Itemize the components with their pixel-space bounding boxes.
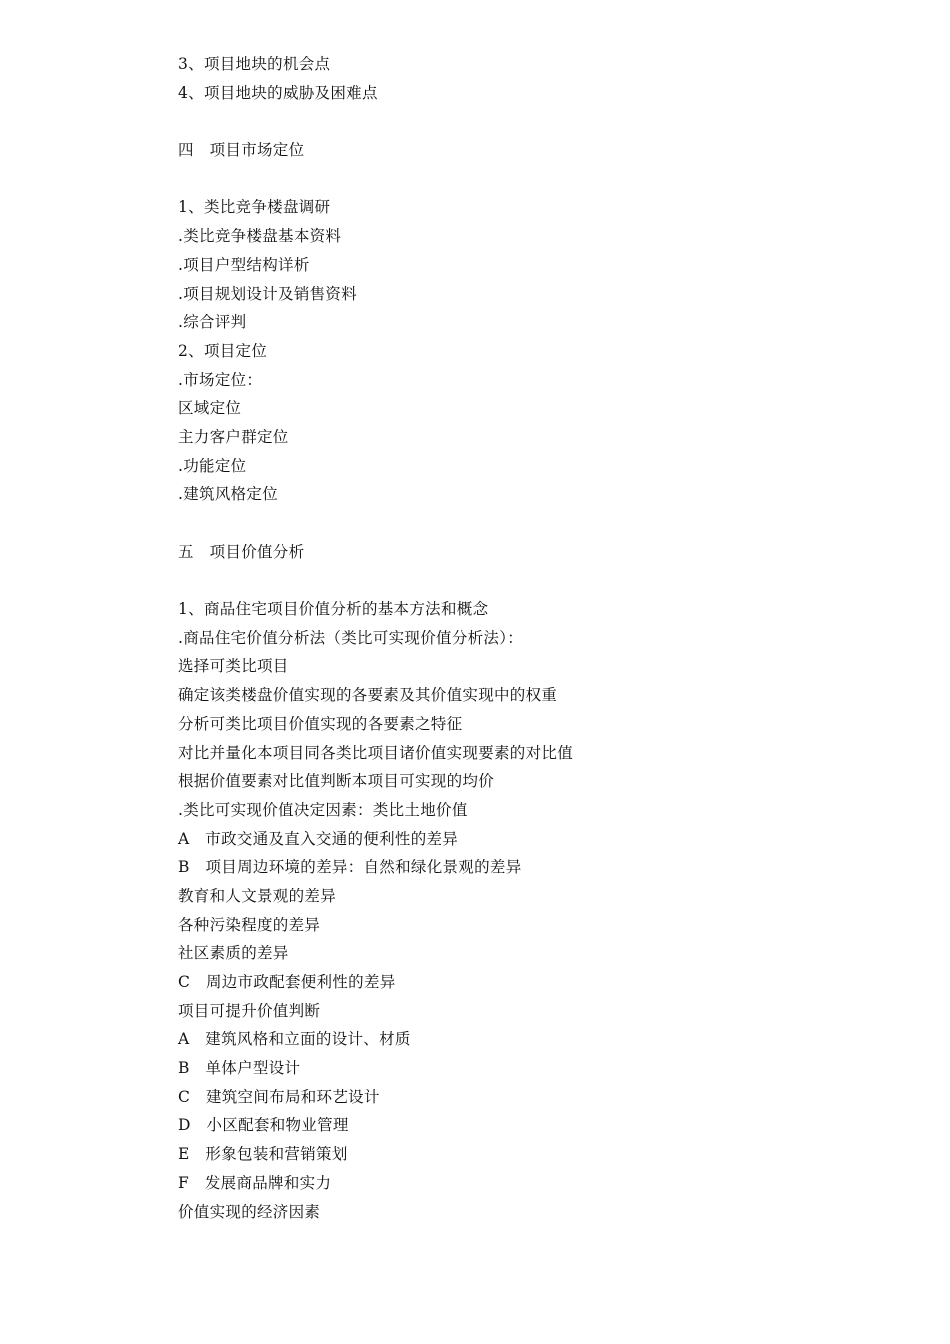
text-line: 3、项目地块的机会点 <box>178 55 331 73</box>
blank-line <box>178 566 898 595</box>
text-line: .市场定位： <box>178 370 263 389</box>
text-line: A 市政交通及直入交通的便利性的差异 <box>178 829 459 848</box>
text-line: .综合评判 <box>178 313 247 332</box>
text-line: 各种污染程度的差异 <box>178 915 321 934</box>
text-line: 对比并量化本项目同各类比项目诸价值实现要素的对比值 <box>178 743 574 762</box>
text-line: 分析可类比项目价值实现的各要素之特征 <box>178 714 463 733</box>
text-line: B 单体户型设计 <box>178 1059 301 1078</box>
text-line: 区域定位 <box>178 399 242 418</box>
section-heading: 五 项目价值分析 <box>178 542 305 561</box>
text-line: A 建筑风格和立面的设计、材质 <box>178 1030 411 1049</box>
text-line: 确定该类楼盘价值实现的各要素及其价值实现中的权重 <box>178 686 558 705</box>
text-line: 价值实现的经济因素 <box>178 1202 321 1221</box>
text-line: B 项目周边环境的差异：自然和绿化景观的差异 <box>178 858 522 877</box>
text-line: 1、商品住宅项目价值分析的基本方法和概念 <box>178 600 489 619</box>
blank-line <box>178 107 898 136</box>
text-line: .功能定位 <box>178 456 247 475</box>
text-line: 4、项目地块的威胁及困难点 <box>178 83 378 102</box>
text-line: 项目可提升价值判断 <box>178 1001 321 1020</box>
text-line: E 形象包装和营销策划 <box>178 1145 348 1164</box>
text-line: .建筑风格定位 <box>178 485 279 504</box>
text-line: F 发展商品牌和实力 <box>178 1173 332 1192</box>
text-line: 教育和人文景观的差异 <box>178 886 337 905</box>
text-line: C 建筑空间布局和环艺设计 <box>178 1087 380 1106</box>
blank-line <box>178 509 898 538</box>
text-line: 根据价值要素对比值判断本项目可实现的均价 <box>178 772 495 791</box>
text-line: C 周边市政配套便利性的差异 <box>178 973 396 991</box>
text-line: D 小区配套和物业管理 <box>178 1116 349 1135</box>
document-body <box>178 50 898 1226</box>
text-line: .类比竞争楼盘基本资料 <box>178 227 342 246</box>
section-heading: 四 项目市场定位 <box>178 141 305 160</box>
text-line: 主力客户群定位 <box>178 427 289 446</box>
text-line: 2、项目定位 <box>178 341 268 360</box>
text-line: 选择可类比项目 <box>178 657 289 676</box>
text-line: .项目规划设计及销售资料 <box>178 284 358 303</box>
text-line: 社区素质的差异 <box>178 944 289 963</box>
blank-line <box>178 165 898 194</box>
text-line: .商品住宅价值分析法（类比可实现价值分析法）： <box>178 628 524 647</box>
text-line: 1、类比竞争楼盘调研 <box>178 198 331 217</box>
text-line: .项目户型结构详析 <box>178 255 310 274</box>
text-line: .类比可实现价值决定因素：类比土地价值 <box>178 800 468 819</box>
